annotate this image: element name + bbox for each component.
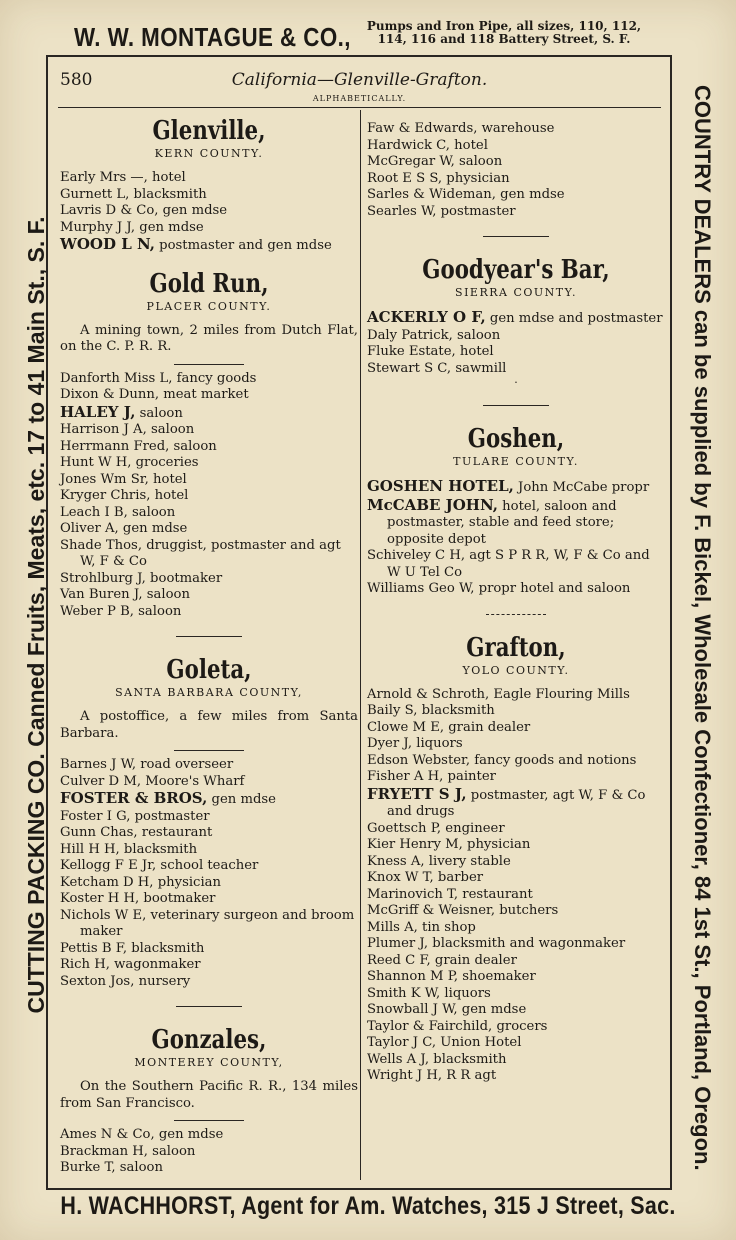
entry-text: Fisher A H, painter [367,769,496,784]
entry-text: Baily S, blacksmith [367,703,495,718]
directory-entry [60,371,358,388]
directory-entry [60,941,358,958]
directory-entry [367,1019,665,1036]
directory-entry [367,478,665,497]
directory-entry [367,720,665,737]
entry-text: Plumer J, blacksmith and wagonmaker [367,936,626,951]
entry-text: Schiveley C H, agt S P R R, W, F & Co and W U Tel Co [367,548,650,580]
directory-entry [60,1127,358,1144]
entry-text: Reed C F, grain dealer [367,952,517,968]
directory-entry [367,309,665,328]
entry-text: Weber P B, saloon [60,603,182,619]
directory-entry [60,538,358,571]
entry-text: Hunt W H, groceries [60,455,199,470]
place-name: Goodyear's Bar, [422,255,610,285]
entry-text: Fluke Estate, hotel [367,344,494,359]
directory-entry [367,920,665,937]
directory-entry [367,1002,665,1019]
directory-entry [367,138,665,155]
county-name: TULARE COUNTY. [453,455,579,468]
top-advertisement-banner [0,18,736,58]
place-description: A postoffice, a few miles from Santa Barbara. [60,709,358,741]
directory-list [60,170,358,255]
entry-text: Smith K W, liquors [367,985,491,1001]
entry-text: Harrison J A, saloon [60,422,195,437]
advertiser-detail-line1: Pumps and Iron Pipe, all sizes, 110, 112, [366,19,642,33]
place-name: Gold Run, [149,268,269,299]
directory-entry [367,687,665,704]
entry-text: Knox W T, barber [367,870,484,885]
directory-entry [367,1052,665,1069]
section-divider [176,1006,242,1007]
entry-name-bold: WOOD L N, [60,235,155,253]
entry-text: Hill H H, blacksmith [60,841,198,857]
entry-text: Koster H H, bootmaker [60,891,216,906]
directory-list [367,687,665,1085]
printer-dot: · [514,376,518,389]
entry-text: Wright J H, R R agt [367,1068,497,1083]
directory-entry [60,974,358,991]
entry-text: Clowe M E, grain dealer [367,719,531,735]
entry-text: Pettis B F, blacksmith [60,940,205,956]
entry-text: Shannon M P, shoemaker [367,969,536,984]
alphabetically-label: ALPHABETICALLY. [312,94,407,103]
section-gonzales [60,1025,358,1177]
county-name: YOLO COUNTY. [462,663,570,677]
entry-text: Searles W, postmaster [367,203,516,219]
directory-entry [60,170,358,187]
header-rule [58,107,661,108]
directory-list [60,371,358,621]
entry-text: Wells A J, blacksmith [367,1051,507,1067]
entry-text: Taylor & Fairchild, grocers [367,1018,548,1034]
directory-entry [367,837,665,854]
directory-entry [60,891,358,908]
directory-entry [367,703,665,720]
entry-text: Culver D M, Moore's Wharf [60,773,245,789]
bottom-advertisement-banner: H. WACHHORST, Agent for Am. Watches, 315 J Street, Sac. [60,1192,676,1220]
directory-entry [60,842,358,859]
entry-text: hotel, saloon and postmaster, stable and feed store; opposite depot [387,498,617,547]
entry-text: Williams Geo W, propr hotel and saloon [367,581,631,596]
directory-entry [60,809,358,826]
directory-entry [60,571,358,588]
place-description: A mining town, 2 miles from Dutch Flat, on the C. P. R. R. [60,322,358,354]
directory-entry [367,581,665,598]
entry-text: Snowball J W, gen mdse [367,1002,527,1017]
entry-text: Strohlburg J, bootmaker [60,570,223,586]
directory-entry [60,387,358,404]
directory-entry [367,786,665,821]
directory-entry [60,521,358,538]
entry-text: Kier Henry M, physician [367,837,531,852]
right-margin-advertisement: COUNTRY DEALERS can be supplied by F. Bickel, Wholesale Confectioner, 84 1st St., Portland, Oregon. [690,85,715,1171]
place-name: Gonzales, [151,1025,267,1055]
directory-entry [60,1144,358,1161]
directory-entry [367,497,665,549]
advertiser-detail-line2: 114, 116 and 118 Battery Street, S. F. [377,32,631,46]
entry-name-bold: ACKERLY O F, [367,308,486,326]
directory-entry [367,204,665,221]
advertiser-detail [334,20,674,46]
entry-text: Shade Thos, druggist, postmaster and agt W, F & Co [60,537,341,569]
place-name: Grafton, [466,632,566,663]
directory-entry [60,957,358,974]
section-glenville [60,116,358,255]
county-name: KERN COUNTY. [154,147,264,160]
directory-entry [60,220,358,237]
divider [174,1120,244,1121]
directory-entry [60,472,358,489]
directory-entry [60,488,358,505]
directory-entry [367,736,665,753]
entry-text: Taylor J C, Union Hotel [367,1035,522,1050]
entry-text: Murphy J J, gen mdse [60,219,204,235]
entry-text: John McCabe propr [513,480,650,495]
directory-list [367,478,665,598]
entry-text: Goettsch P, engineer [367,820,505,836]
directory-entry [60,908,358,941]
directory-entry [367,1068,665,1085]
entry-text: Marinovich T, restaurant [367,886,533,902]
entry-text: gen mdse and postmaster [485,311,663,326]
left-column [60,114,358,1177]
directory-list [60,1127,358,1177]
page-header [58,68,661,108]
entry-name-bold: McCABE JOHN, [367,495,498,514]
directory-entry [60,404,358,423]
section-goleta [60,655,358,990]
directory-entry [60,757,358,774]
place-description: On the Southern Pacific R. R., 134 miles from San Francisco. [60,1079,358,1111]
directory-entry [367,753,665,770]
right-column [367,121,665,1085]
directory-entry [60,1160,358,1177]
directory-entry [60,187,358,204]
place-name: Glenville, [152,116,266,146]
county-name: MONTEREY COUNTY, [134,1056,284,1069]
entry-text: Kryger Chris, hotel [60,488,189,503]
place-name: Goleta, [166,655,252,685]
county-name: PLACER COUNTY. [146,299,272,313]
directory-entry [367,769,665,786]
section-divider [483,405,549,406]
directory-entry [60,858,358,875]
directory-entry [367,903,665,920]
directory-entry [60,439,358,456]
county-name: SIERRA COUNTY. [455,286,577,299]
directory-entry [367,821,665,838]
entry-text: Sarles & Wideman, gen mdse [367,187,565,202]
entry-text: Dixon & Dunn, meat market [60,387,249,402]
entry-text: Kness A, livery stable [367,853,511,869]
divider [174,364,244,365]
entry-text: Arnold & Schroth, Eagle Flouring Mills [367,686,630,702]
divider [174,750,244,751]
directory-entry [60,875,358,892]
entry-text: postmaster, agt W, F & Co and drugs [387,787,646,819]
entry-text: Danforth Miss L, fancy goods [60,370,257,386]
entry-text: Stewart S C, sawmill [367,360,507,376]
directory-entry [367,171,665,188]
entry-text: Sexton Jos, nursery [60,973,191,989]
directory-entry [60,825,358,842]
directory-entry [367,548,665,581]
directory-entry [60,587,358,604]
entry-text: Barnes J W, road overseer [60,757,234,772]
directory-entry [60,455,358,472]
entry-text: Hardwick C, hotel [367,137,488,153]
entry-text: Dyer J, liquors [367,736,463,751]
directory-entry [60,422,358,439]
section-gold-run [60,269,358,621]
advertiser-name: W. W. MONTAGUE & CO., [74,22,351,52]
directory-entry [367,854,665,871]
entry-text: Lavris D & Co, gen mdse [60,203,228,218]
section-divider [176,636,242,637]
entry-text: Foster I G, postmaster [60,808,210,824]
place-name: Goshen, [467,424,565,454]
county-name: SANTA BARBARA COUNTY, [115,686,303,699]
entry-text: Gurnett L, blacksmith [60,186,207,202]
directory-entry [367,328,665,345]
section-continued [367,121,665,220]
entry-text: gen mdse [207,792,276,807]
left-margin-advertisement: CUTTING PACKING CO. Canned Fruits, Meats, etc. 17 to 41 Main St., S. F. [23,216,49,1014]
section-grafton [367,633,665,1085]
entry-text: Kellogg F E Jr, school teacher [60,858,259,873]
section-divider [483,236,549,237]
section-divider [486,614,546,615]
entry-text: Root E S S, physician [367,170,510,186]
entry-text: Herrmann Fred, saloon [60,438,217,454]
directory-entry [367,986,665,1003]
entry-text: Ketcham D H, physician [60,874,222,890]
entry-text: Brackman H, saloon [60,1143,196,1159]
directory-entry [60,203,358,220]
directory-entry [367,1035,665,1052]
directory-list [60,757,358,990]
entry-text: Rich H, wagonmaker [60,957,201,972]
entry-text: saloon [135,405,183,421]
entry-text: Oliver A, gen mdse [60,521,188,536]
directory-entry [367,154,665,171]
running-head: California—Glenville-Grafton. [231,70,488,90]
entry-text: Nichols W E, veterinary surgeon and broom maker [60,907,355,939]
entry-text: McGriff & Weisner, butchers [367,903,559,918]
entry-text: Van Buren J, saloon [60,587,190,602]
entry-name-bold: FRYETT S J, [367,784,467,803]
section-goshen [367,424,665,598]
entry-text: Edson Webster, fancy goods and notions [367,752,637,768]
directory-entry [367,187,665,204]
page-number: 580 [60,70,93,90]
entry-text: postmaster and gen mdse [154,238,332,253]
entry-text: Jones Wm Sr, hotel [60,471,187,487]
entry-text: Ames N & Co, gen mdse [60,1127,224,1142]
directory-entry [367,953,665,970]
entry-text: Leach I B, saloon [60,504,176,520]
entry-text: Early Mrs —, hotel [60,170,186,185]
directory-entry [367,936,665,953]
directory-entry [367,887,665,904]
section-goodyears-bar [367,255,665,389]
directory-entry [367,121,665,138]
entry-text: Gunn Chas, restaurant [60,825,213,840]
entry-text: Faw & Edwards, warehouse [367,121,555,136]
directory-entry [60,790,358,809]
entry-text: Burke T, saloon [60,1160,163,1175]
directory-entry [60,236,358,255]
directory-entry [367,344,665,361]
directory-list [367,309,665,377]
entry-name-bold: FOSTER & BROS, [60,789,208,807]
column-divider [360,110,361,1180]
directory-entry [367,969,665,986]
entry-name-bold: GOSHEN HOTEL, [367,477,514,495]
directory-entry [60,774,358,791]
directory-entry [367,870,665,887]
entry-text: Mills A, tin shop [367,919,476,935]
entry-text: Daly Patrick, saloon [367,327,501,343]
directory-entry [60,604,358,621]
directory-entry [367,361,665,378]
directory-entry [60,505,358,522]
entry-text: McGregar W, saloon [367,154,503,169]
entry-name-bold: HALEY J, [60,402,136,421]
